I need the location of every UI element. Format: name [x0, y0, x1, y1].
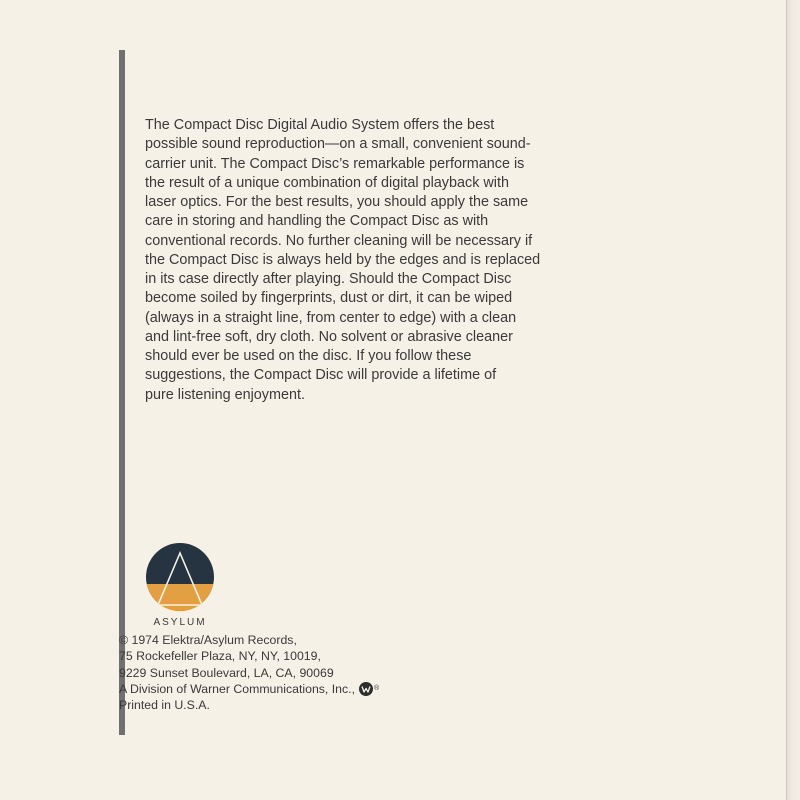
division-line: [119, 681, 379, 697]
address-line: 9229 Sunset Boulevard, LA, CA, 90069: [119, 665, 334, 680]
registered-mark: ®: [374, 684, 380, 692]
asylum-logo-icon: [146, 543, 214, 611]
division-text: A Division of Warner Communications, Inc.,: [119, 681, 356, 696]
label-credits: [119, 632, 379, 713]
text-line: (always in a straight line, from center to edge) with a clean: [145, 309, 517, 326]
text-line: pure listening enjoyment.: [145, 386, 305, 403]
text-line: in its case directly after playing. Should the Compact Disc: [145, 271, 512, 287]
address-line: 75 Rockefeller Plaza, NY, NY, 10019,: [119, 649, 321, 664]
text-line: should ever be used on the disc. If you follow these: [145, 348, 472, 364]
text-line: possible sound reproduction—on a small, convenient sound-: [145, 136, 531, 153]
copyright-line: © 1974 Elektra/Asylum Records,: [119, 633, 297, 647]
text-line: the Compact Disc is always held by the edges and is replaced: [145, 251, 541, 268]
page-edge: [786, 0, 800, 800]
printed-line: Printed in U.S.A.: [119, 698, 210, 713]
asylum-wordmark: ASYLUM: [153, 617, 207, 628]
text-line: become soiled by fingerprints, dust or dirt, it can be wiped: [145, 290, 513, 307]
text-line: and lint-free soft, dry cloth. No solvent or abrasive cleaner: [145, 328, 513, 345]
text-line: conventional records. No further cleaning will be necessary if: [145, 232, 533, 249]
text-line: suggestions, the Compact Disc will provide a lifetime of: [145, 367, 497, 384]
warner-communications-logo-icon: [359, 682, 373, 696]
text-line: The Compact Disc Digital Audio System offers the best: [145, 117, 495, 133]
text-line: the result of a unique combination of digital playback with: [145, 174, 509, 191]
text-line: care in storing and handling the Compact Disc as with: [145, 213, 489, 230]
disc-care-text: [145, 116, 565, 405]
text-line: carrier unit. The Compact Disc’s remarkable performance is: [145, 155, 525, 172]
text-line: laser optics. For the best results, you should apply the same: [145, 194, 529, 210]
